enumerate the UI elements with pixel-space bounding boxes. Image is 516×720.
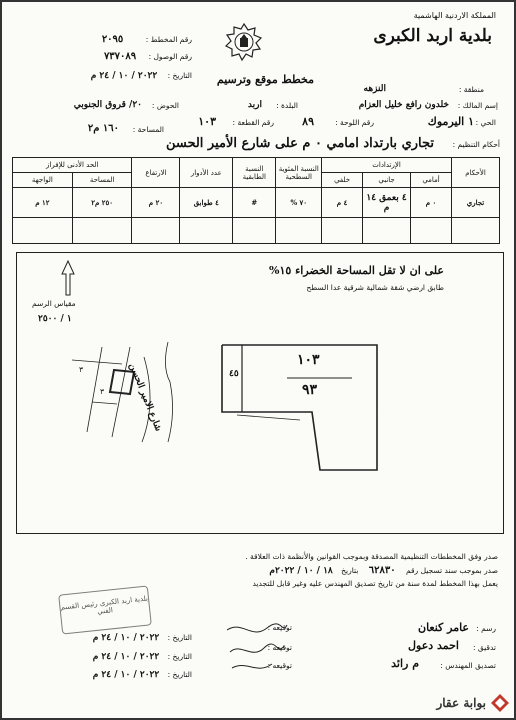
plan-number-value: ٢٠٩٥: [101, 34, 124, 45]
location-map: [72, 342, 192, 452]
th-floor-ratio: النسبة الطابقية: [233, 158, 276, 188]
plan-number-label: رقم المخطط :: [145, 35, 192, 44]
footer-line1: صدر وفق المخططات التنظيمية المصدقة وبموجب القوانين والأنظمة ذات العلاقة .: [245, 552, 498, 561]
sign-label-1: توقيعه :: [267, 623, 292, 632]
footer-date-2: ٢٠٢٢ / ١٠ / ٢٤ م: [92, 652, 160, 662]
zoning-label: أحكام التنظيم :: [452, 140, 500, 149]
footer-line2: [269, 566, 498, 576]
district-value: ١ اليرموك: [427, 115, 474, 128]
municipality-title: بلدية اربد الكبرى: [373, 26, 492, 46]
owner-value: خلدون رافع خليل العزام: [358, 100, 449, 110]
scale-value: ١ / ٢٥٠٠: [38, 314, 72, 324]
th-rules: الأحكام: [452, 158, 500, 188]
receipt-number-label: رقم الوصول :: [148, 52, 192, 61]
basin-label: الحوض :: [151, 101, 179, 110]
plan-number-row: [62, 35, 192, 45]
stamp-text: بلدية اربد الكبرى رئيس القسم الفني: [60, 594, 149, 616]
municipality-emblem-icon: [224, 22, 264, 62]
map-parcel-b: ٣: [100, 387, 105, 396]
floor-note: طابق ارضي شقة شمالية شرقية عدا السطح: [306, 283, 444, 292]
owner-label: إسم المالك :: [457, 101, 498, 110]
cell-min-frontage: ١٢ م: [13, 188, 73, 218]
registration-date: ١٨ / ١٠ / ٢٠٢٢م: [269, 566, 333, 576]
checked-by: احمد دعول: [408, 639, 459, 652]
scale-label: مقياس الرسم: [32, 299, 76, 308]
date-row-1: [22, 634, 192, 643]
cell-floor-ratio: #: [233, 188, 276, 218]
th-min-limit: الحد الأدنى للإفراز: [13, 158, 132, 173]
registration-label: صدر بموجب سند تسجيل رقم: [405, 566, 498, 575]
date-row-3: [22, 671, 192, 680]
official-stamp: [58, 585, 152, 634]
th-floors: عدد الأدوار: [180, 158, 233, 188]
region-value: النزهه: [363, 84, 386, 94]
approved-label: تصديق المهندس :: [440, 661, 496, 670]
sign-label-2: توقيعه :: [267, 643, 292, 652]
date-value: ٢٠٢٢ / ١٠ / ٢٤ م: [90, 71, 158, 81]
th-front: أمامي: [411, 173, 452, 188]
approved-by: م رائد: [391, 657, 419, 670]
plate-value: ٨٩: [302, 115, 314, 128]
registration-date-label: بتاريخ: [341, 566, 359, 575]
date-row-2: [22, 653, 192, 662]
plan-parcel-number: ١٠٣: [297, 352, 320, 368]
footer-date-label-3: التاريخ :: [167, 670, 192, 679]
receipt-number-row: [62, 52, 192, 62]
checked-label: تدقيق :: [472, 643, 496, 652]
sign-label-3: توقيعه :: [267, 661, 292, 670]
cell-surface-ratio: ٧٠ %: [276, 188, 322, 218]
district-label: الحي :: [475, 118, 496, 127]
green-area-note: على ان لا تقل المساحة الخضراء ١٥%: [269, 264, 444, 277]
plan-small-number: ٤٥: [229, 369, 239, 379]
footer-date-label-2: التاريخ :: [167, 652, 192, 661]
registration-number: ٦٢٨٣٠: [368, 565, 396, 576]
north-arrow-icon: [60, 260, 76, 296]
footer-date-3: ٢٠٢٢ / ١٠ / ٢٤ م: [92, 670, 160, 680]
parcel-value: ١٠٣: [198, 115, 216, 128]
footer-date-1: ٢٠٢٢ / ١٠ / ٢٤ م: [92, 633, 160, 643]
drawn-label: رسم :: [476, 624, 496, 633]
basin-value: ٢٠/ قروق الجنوبي: [73, 100, 142, 110]
th-side: جانبي: [363, 173, 411, 188]
cell-floors: ٤ طوابق: [180, 188, 233, 218]
map-parcel-a: ٣: [79, 365, 84, 374]
footer-line3: يعمل بهذا المخطط لمدة سنة من تاريخ تصديق المهندس عليه وغير قابل للتجديد: [252, 579, 498, 588]
plate-label: رقم اللوحة :: [335, 118, 374, 127]
cell-rear: ٤ م: [322, 188, 363, 218]
th-rear: خلفي: [322, 173, 363, 188]
regulations-table: [12, 157, 500, 244]
th-min-frontage: الواجهة: [13, 173, 73, 188]
th-min-area: المساحة: [72, 173, 132, 188]
region-label: منطقة :: [458, 85, 484, 94]
cell-height: ٢٠ م: [132, 188, 180, 218]
watermark-logo-icon: [490, 693, 510, 713]
date-label: التاريخ :: [167, 71, 192, 80]
watermark-text: بوابة عقار: [436, 696, 486, 710]
area-label: المساحة :: [132, 125, 164, 134]
signature-scribble: [222, 620, 292, 675]
cell-front: ٠ م: [411, 188, 452, 218]
village-label: البلدة :: [276, 101, 298, 110]
th-height: الارتفاع: [132, 158, 180, 188]
parcel-label: رقم القطعة :: [232, 118, 274, 127]
plan-plate-number: ٩٣: [302, 382, 318, 398]
drawn-by: عامر كنعان: [418, 621, 469, 634]
map-street-label: شارع الامير الحسن: [126, 362, 164, 433]
kingdom-title: المملكة الاردنية الهاشمية: [413, 11, 496, 20]
zoning-text: تجاري بارتداد امامي ٠ م على شارع الأمير الحسن: [165, 136, 434, 151]
th-setbacks: الإرتدادات: [322, 158, 452, 173]
cell-min-area: ٢٥٠ م٢: [72, 188, 132, 218]
area-value: ١٦٠ م٢: [87, 123, 119, 134]
receipt-number-value: ٧٣٧٠٨٩: [103, 51, 137, 62]
watermark: [410, 692, 510, 714]
footer-date-label-1: التاريخ :: [167, 633, 192, 642]
cell-side: ٤ بعمق ١٤ م: [363, 188, 411, 218]
date-row: [36, 72, 192, 81]
cell-rules: تجاري: [452, 188, 500, 218]
village-value: اربد: [247, 100, 262, 110]
th-surface-ratio: النسبة المئوية السطحية: [276, 158, 322, 188]
document-title: مخطط موقع وترسيم: [216, 73, 314, 86]
